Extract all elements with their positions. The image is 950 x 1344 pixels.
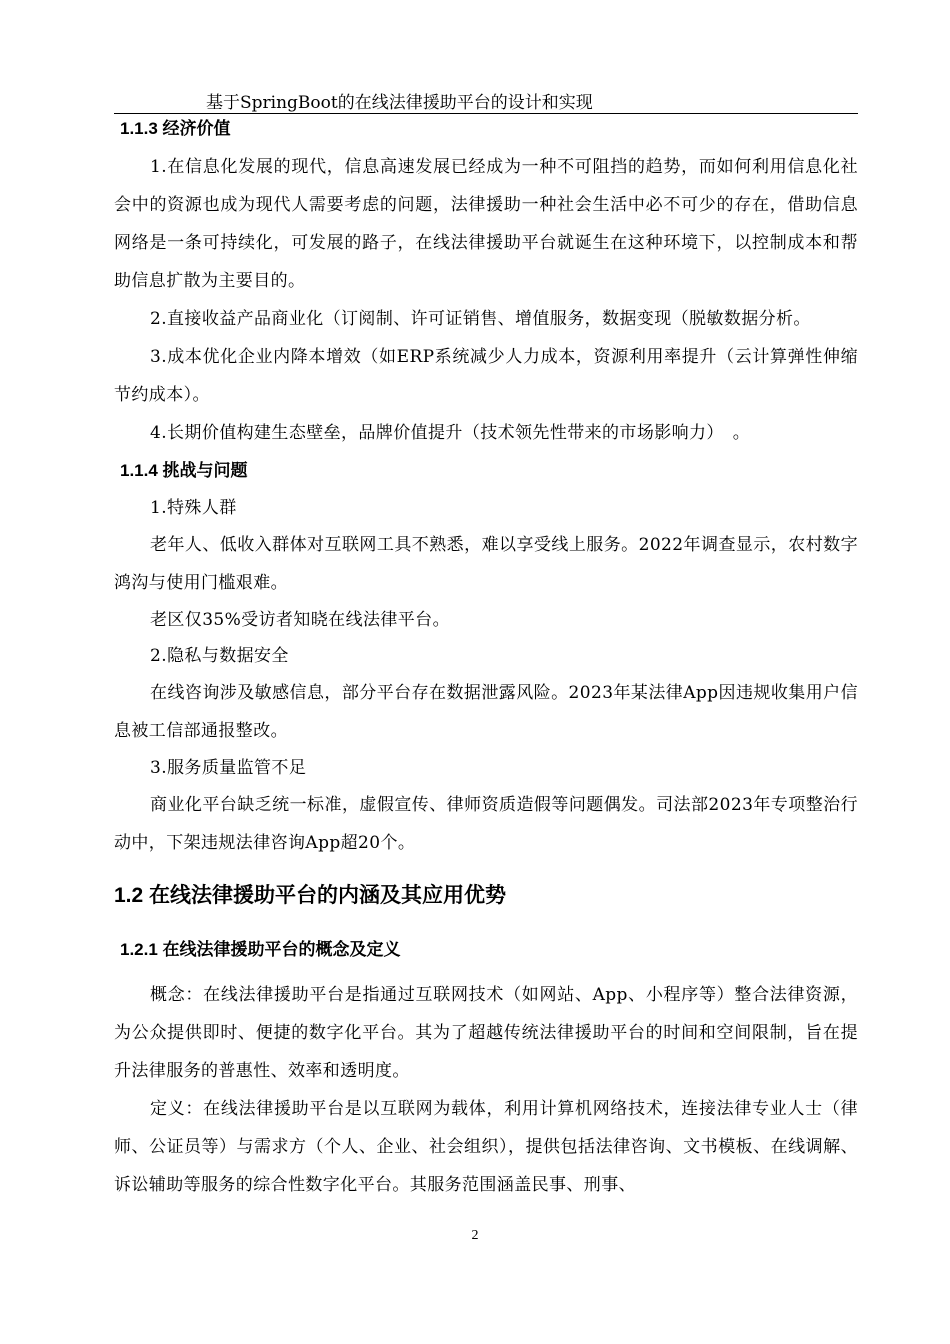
page-number: 2	[471, 1228, 479, 1243]
paragraph: 商业化平台缺乏统一标准，虚假宣传、律师资质造假等问题偶发。司法部2023年专项整治行动中，下架违规法律咨询App超20个。	[114, 795, 858, 853]
paragraph: 2.隐私与数据安全	[150, 646, 289, 666]
heading-1-1-3: 1.1.3 经济价值	[120, 119, 231, 138]
page-body	[114, 116, 858, 1204]
paragraph: 2.直接收益产品商业化（订阅制、许可证销售、增值服务，数据变现（脱敏数据分析。	[150, 309, 811, 329]
paragraph: 在线咨询涉及敏感信息，部分平台存在数据泄露风险。2023年某法律App因违规收集用户信息被工信部通报整改。	[114, 683, 858, 741]
heading-1-1-4: 1.1.4 挑战与问题	[120, 461, 248, 480]
paragraph: 定义：在线法律援助平台是以互联网为载体，利用计算机网络技术，连接法律专业人士（律师、公证员等）与需求方（个人、企业、社会组织），提供包括法律咨询、文书模板、在线调解、诉讼辅助等服务的综合性数字化平台。其服务范围涵盖民事、刑事、	[114, 1099, 858, 1195]
paragraph: 3.服务质量监管不足	[150, 758, 307, 778]
paragraph: 老年人、低收入群体对互联网工具不熟悉，难以享受线上服务。2022年调查显示，农村数字鸿沟与使用门槛艰难。	[114, 535, 858, 593]
paragraph: 3.成本优化企业内降本增效（如ERP系统减少人力成本，资源利用率提升（云计算弹性伸缩节约成本）。	[114, 347, 858, 405]
paragraph: 1.在信息化发展的现代，信息高速发展已经成为一种不可阻挡的趋势，而如何利用信息化社会中的资源也成为现代人需要考虑的问题，法律援助一种社会生活中必不可少的存在，借助信息网络是一条可持续化，可发展的路子，在线法律援助平台就诞生在这种环境下，以控制成本和帮助信息扩散为主要目的。	[114, 157, 858, 291]
running-header: 基于SpringBoot的在线法律援助平台的设计和实现	[206, 93, 593, 113]
heading-1-2-1: 1.2.1 在线法律援助平台的概念及定义	[120, 940, 401, 959]
header-rule	[114, 113, 858, 114]
paragraph: 概念：在线法律援助平台是指通过互联网技术（如网站、App、小程序等）整合法律资源，为公众提供即时、便捷的数字化平台。其为了超越传统法律援助平台的时间和空间限制，旨在提升法律服务的普惠性、效率和透明度。	[114, 985, 858, 1081]
paragraph: 4.长期价值构建生态壁垒，品牌价值提升（技术领先性带来的市场影响力） 。	[150, 423, 751, 443]
heading-1-2: 1.2 在线法律援助平台的内涵及其应用优势	[114, 884, 507, 907]
paragraph: 老区仅35%受访者知晓在线法律平台。	[150, 610, 450, 630]
paragraph: 1.特殊人群	[150, 498, 237, 518]
